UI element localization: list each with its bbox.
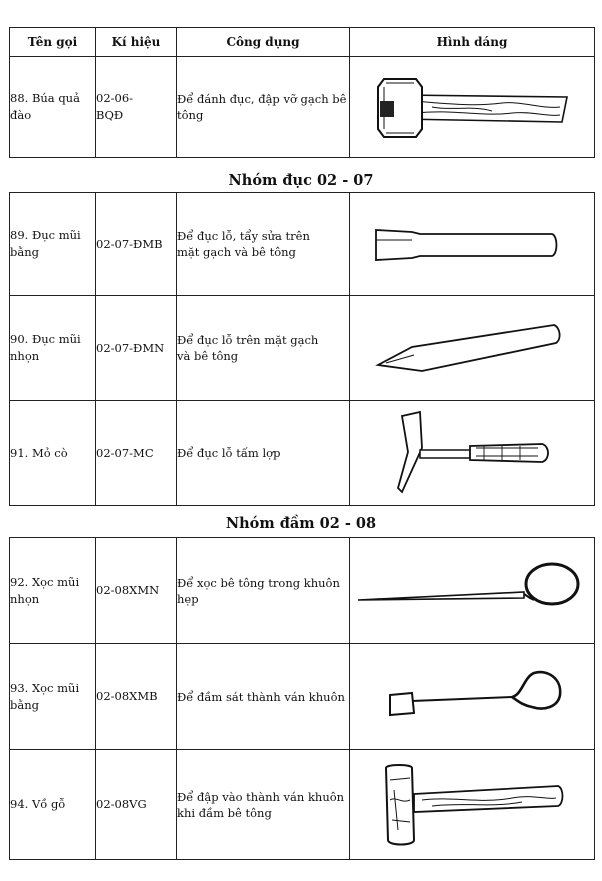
header-shape: Hình dáng <box>350 28 595 57</box>
tool-shape <box>350 750 595 860</box>
tool-use: Để đục lỗ, tẩy sửa trên mặt gạch và bê tông <box>177 193 350 296</box>
tool-code: 02-07-ĐMN <box>96 296 177 401</box>
header-name: Tên gọi <box>10 28 96 57</box>
tool-code: 02-07-MC <box>96 401 177 506</box>
pointed-poker-icon <box>352 556 592 626</box>
tools-table-chisel <box>9 192 595 506</box>
tool-shape <box>350 296 595 401</box>
group-title-rammer: Nhóm đầm 02 - 08 <box>225 515 377 532</box>
pointed-chisel-icon <box>372 313 572 383</box>
flat-poker-icon <box>372 657 572 737</box>
wooden-mallet-icon <box>372 760 572 850</box>
tool-use: Để đục lỗ tấm lợp <box>177 401 350 506</box>
tool-name: 89. Đục mũi bằng <box>10 193 96 296</box>
tool-code: 02-07-ĐMB <box>96 193 177 296</box>
tool-shape <box>350 644 595 750</box>
table-row <box>10 296 595 401</box>
tool-shape <box>350 538 595 644</box>
tool-use: Để đánh đục, đập vỡ gạch bê tông <box>177 57 350 158</box>
tool-use: Để đập vào thành ván khuôn khi đầm bê tông <box>177 750 350 860</box>
tool-name: 92. Xọc mũi nhọn <box>10 538 96 644</box>
pick-hammer-icon <box>372 408 572 498</box>
tool-use: Để đầm sát thành ván khuôn <box>177 644 350 750</box>
group-title-chisel: Nhóm đục 02 - 07 <box>228 172 374 189</box>
table-row <box>10 57 595 158</box>
tool-name: 91. Mỏ cò <box>10 401 96 506</box>
tool-name: 88. Búa quả đào <box>10 57 96 158</box>
tool-name: 93. Xọc mũi bằng <box>10 644 96 750</box>
table-row <box>10 538 595 644</box>
header-code: Kí hiệu <box>96 28 177 57</box>
sledgehammer-icon <box>372 67 572 147</box>
tool-use: Để đục lỗ trên mặt gạch và bê tông <box>177 296 350 401</box>
tool-shape <box>350 401 595 506</box>
table-row <box>10 644 595 750</box>
tool-code: 02-08VG <box>96 750 177 860</box>
tool-shape <box>350 193 595 296</box>
table-row <box>10 401 595 506</box>
tools-table-hammer <box>9 27 595 158</box>
tool-name: 90. Đục mũi nhọn <box>10 296 96 401</box>
table-header-row <box>10 28 595 57</box>
tool-use: Để xọc bê tông trong khuôn hẹp <box>177 538 350 644</box>
flat-chisel-icon <box>372 214 572 274</box>
tool-shape <box>350 57 595 158</box>
table-row <box>10 193 595 296</box>
tool-code: 02-08XMN <box>96 538 177 644</box>
header-use: Công dụng <box>177 28 350 57</box>
tool-code: 02-08XMB <box>96 644 177 750</box>
tool-code: 02-06- BQĐ <box>96 57 177 158</box>
table-row <box>10 750 595 860</box>
tool-name: 94. Vồ gỗ <box>10 750 96 860</box>
tools-table-rammer <box>9 537 595 860</box>
